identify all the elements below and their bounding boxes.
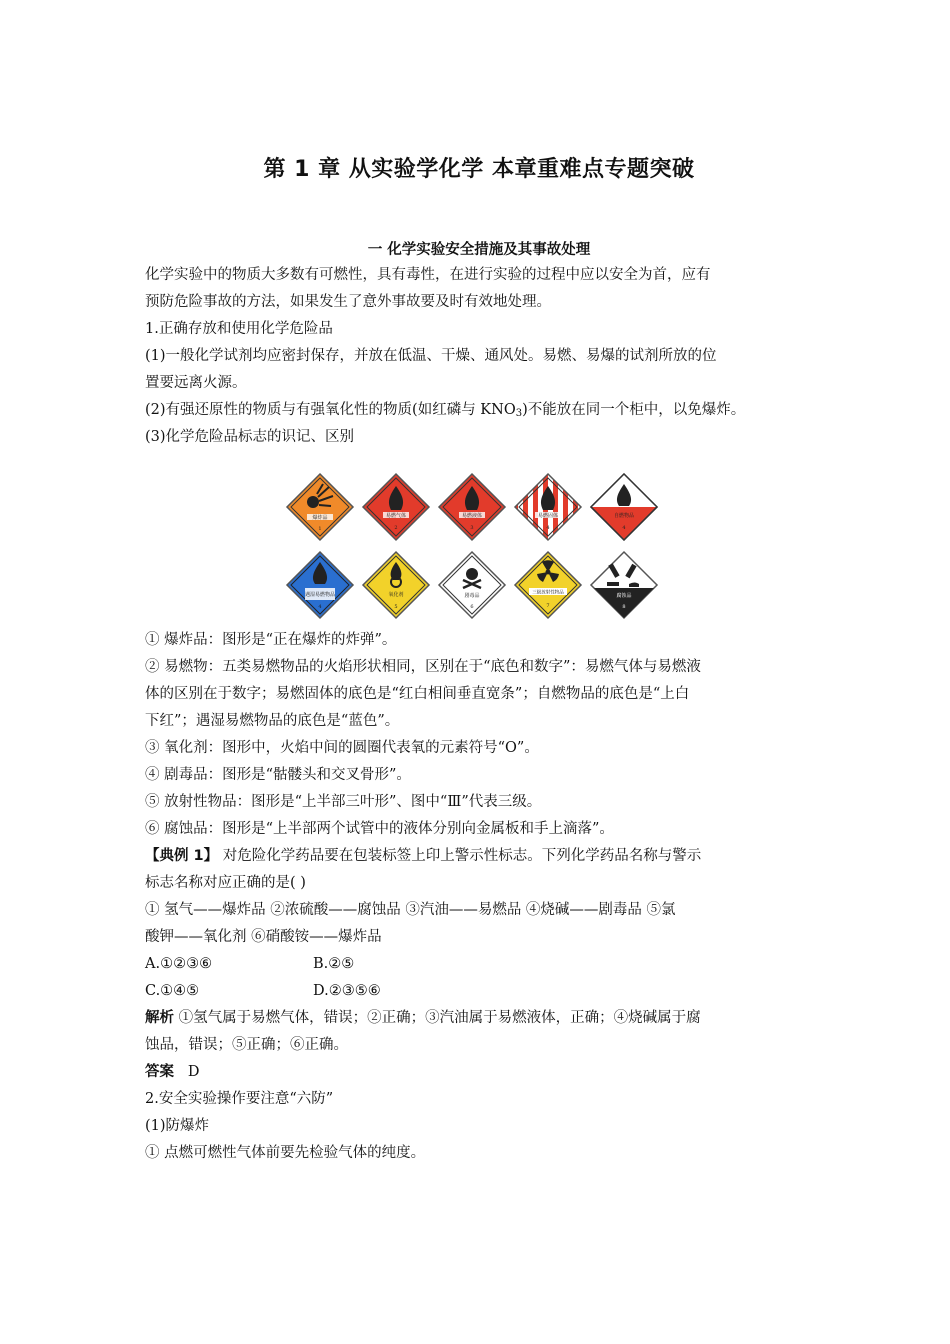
analysis-line	[145, 1005, 813, 1032]
subscript: 3	[515, 408, 523, 419]
sign-number: 2	[394, 525, 398, 531]
options-row	[145, 951, 813, 978]
sign-number: 7	[546, 603, 550, 609]
intro-paragraph	[145, 262, 813, 451]
text-line: (3)化学危险品标志的识记、区别	[145, 429, 355, 445]
hazard-signs-figure	[285, 472, 665, 622]
sign-number: 4	[546, 525, 550, 531]
list-item: 下红”；遇湿易燃物品的底色是“蓝色”。	[145, 713, 400, 729]
list-item: ⑥ 腐蚀品：图形是“上半部两个试管中的液体分别向金属板和手上滴落”。	[145, 821, 614, 837]
flame-over-circle-icon	[361, 550, 431, 620]
text-span: 对危险化学药品要在包装标签上印上警示性标志。下列化学药品名称与警示	[218, 848, 702, 864]
sign-label: 遇湿易燃物品	[304, 592, 336, 598]
sign-label: 易燃气体	[385, 513, 407, 519]
option-d: D.②③⑤⑥	[313, 983, 381, 999]
sign-number: 3	[470, 525, 474, 531]
option-c: C.①④⑤	[145, 983, 200, 999]
example-tag: 【典例 1】	[145, 848, 219, 864]
text-line: (1)一般化学试剂均应密封保存，并放在低温、干燥、通风处。易燃、易爆的试剂所放的位	[145, 348, 717, 364]
sign-flammable-solid	[513, 472, 583, 542]
example-question	[145, 843, 813, 870]
flame-icon	[285, 550, 355, 620]
text-line: 预防危险事故的方法，如果发生了意外事故要及时有效地处理。	[145, 294, 551, 310]
sign-dangerous-when-wet	[285, 550, 355, 620]
text-line: (1)防爆炸	[145, 1118, 210, 1134]
flame-icon	[361, 472, 431, 542]
text-span: (2)有强还原性的物质与有强氧化性的物质(如红磷与 KNO	[145, 402, 516, 418]
options-row	[145, 978, 813, 1005]
sign-toxic	[437, 550, 507, 620]
flame-icon	[437, 472, 507, 542]
text-line: ① 点燃可燃性气体前要先检验气体的纯度。	[145, 1145, 426, 1161]
sign-label: 易燃固体	[537, 513, 559, 519]
list-item: ⑤ 放射性物品：图形是“上半部三叶形”、图中“Ⅲ”代表三级。	[145, 794, 542, 810]
sign-label: 易燃液体	[461, 513, 483, 519]
text-span: ①氢气属于易燃气体，错误；②正确；③汽油属于易燃液体，正确；④烧碱属于腐	[174, 1010, 701, 1026]
sign-label: 剧毒品	[464, 593, 480, 599]
sign-number: 5	[394, 604, 398, 610]
radiation-icon	[513, 550, 583, 620]
sign-number: 4	[318, 604, 322, 610]
skull-crossbones-icon	[437, 550, 507, 620]
explosion-icon	[285, 472, 355, 542]
list-item: ④ 剧毒品：图形是“骷髅头和交叉骨形”。	[145, 767, 411, 783]
list-item: 体的区别在于数字；易燃固体的底色是“红白相间垂直宽条”；自燃物品的底色是“上白	[145, 686, 690, 702]
sign-number: 8	[622, 604, 626, 610]
text-line: 标志名称对应正确的是( )	[145, 875, 306, 891]
sign-label: 腐蚀品	[616, 593, 632, 599]
sign-radioactive	[513, 550, 583, 620]
sign-corrosive	[589, 550, 659, 620]
p1-heading: 1.正确存放和使用化学危险品	[145, 321, 333, 337]
sign-flammable-gas	[361, 472, 431, 542]
option-a: A.①②③⑥	[145, 956, 213, 972]
text-line	[145, 397, 813, 424]
sign-number: 1	[318, 526, 322, 532]
list-item: ② 易燃物：五类易燃物品的火焰形状相同，区别在于“底色和数字”：易燃气体与易燃液	[145, 659, 701, 675]
option-b: B.②⑤	[313, 956, 355, 972]
sign-spontaneous-combustion	[589, 472, 659, 542]
corrosive-icon	[589, 550, 659, 620]
answer-value: D	[187, 1064, 200, 1080]
list-item: ① 爆炸品：图形是“正在爆炸的炸弹”。	[145, 632, 397, 648]
section-heading: 一 化学实验安全措施及其事故处理	[367, 242, 591, 258]
sign-label: 爆炸品	[312, 515, 328, 521]
answer-label: 答案	[145, 1064, 174, 1080]
text-line: 酸钾——氧化剂 ⑥硝酸铵——爆炸品	[145, 929, 382, 945]
sign-explosive	[285, 472, 355, 542]
flame-icon	[513, 472, 583, 542]
flame-icon	[589, 472, 659, 542]
sign-label: 氧化剂	[388, 592, 404, 598]
sign-number: 6	[470, 604, 474, 610]
answer-line	[145, 1059, 813, 1086]
text-line: ① 氢气——爆炸品 ②浓硫酸——腐蚀品 ③汽油——易燃品 ④烧碱——剧毒品 ⑤氯	[145, 902, 676, 918]
items-list	[145, 627, 813, 1167]
text-line: 置要远离火源。	[145, 375, 247, 391]
text-line: 蚀品，错误；⑤正确；⑥正确。	[145, 1037, 348, 1053]
sign-flammable-liquid	[437, 472, 507, 542]
sign-label: 自燃物品	[613, 513, 635, 519]
page-title: 第 1 章 从实验学化学 本章重难点专题突破	[263, 157, 695, 182]
sign-number: 4	[622, 525, 626, 531]
sign-label: 三级放射性物品	[532, 590, 564, 596]
sign-oxidizer	[361, 550, 431, 620]
text-span: )不能放在同一个柜中，以免爆炸。	[522, 402, 746, 418]
text-line: 化学实验中的物质大多数有可燃性，具有毒性，在进行实验的过程中应以安全为首，应有	[145, 267, 711, 283]
analysis-label: 解析	[145, 1010, 174, 1026]
list-item: ③ 氧化剂：图形中，火焰中间的圆圈代表氧的元素符号“O”。	[145, 740, 539, 756]
p2-heading: 2.安全实验操作要注意“六防”	[145, 1091, 334, 1107]
